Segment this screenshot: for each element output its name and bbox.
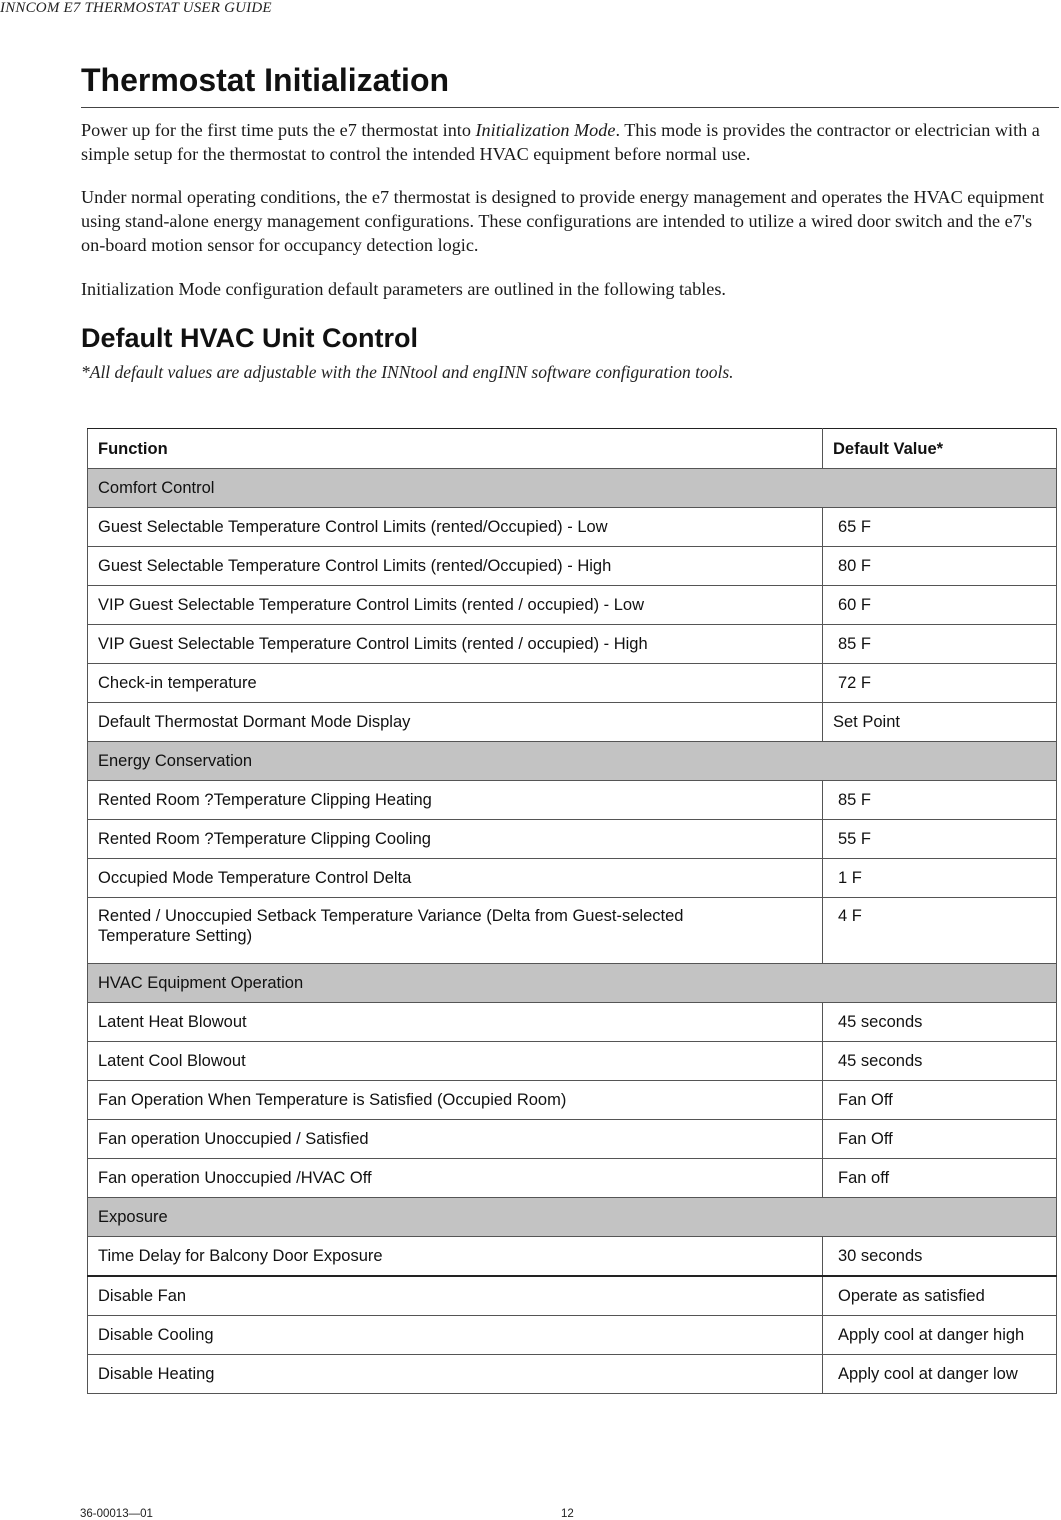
function-cell: VIP Guest Selectable Temperature Control Limits (rented / occupied) - Low xyxy=(88,586,823,625)
value-cell: Apply cool at danger high xyxy=(823,1316,1057,1355)
page-number: 12 xyxy=(561,1508,574,1520)
intro-paragraph xyxy=(81,118,1059,166)
group-label: HVAC Equipment Operation xyxy=(88,964,1057,1003)
function-cell: Disable Cooling xyxy=(88,1316,823,1355)
value-cell: 1 F xyxy=(823,859,1057,898)
group-row xyxy=(88,469,1057,508)
table-row xyxy=(88,1355,1057,1394)
function-cell: Guest Selectable Temperature Control Limits (rented/Occupied) - Low xyxy=(88,508,823,547)
function-cell: Fan operation Unoccupied /HVAC Off xyxy=(88,1159,823,1198)
table-row xyxy=(88,781,1057,820)
section-title: Default HVAC Unit Control xyxy=(81,323,418,353)
function-cell: Rented Room ?Temperature Clipping Cooling xyxy=(88,820,823,859)
value-cell: 65 F xyxy=(823,508,1057,547)
function-cell: Rented / Unoccupied Setback Temperature Variance (Delta from Guest-selected Temperature Setting) xyxy=(88,898,823,964)
table-row xyxy=(88,859,1057,898)
function-cell: Latent Heat Blowout xyxy=(88,1003,823,1042)
table-row xyxy=(88,1081,1057,1120)
value-cell: 80 F xyxy=(823,547,1057,586)
table-row xyxy=(88,1120,1057,1159)
default-values-table xyxy=(87,428,1057,1394)
value-cell: Fan off xyxy=(823,1159,1057,1198)
default-value-column-header: Default Value* xyxy=(823,429,1057,469)
value-cell: Fan Off xyxy=(823,1081,1057,1120)
function-cell: Rented Room ?Temperature Clipping Heating xyxy=(88,781,823,820)
value-cell: 60 F xyxy=(823,586,1057,625)
function-column-header: Function xyxy=(88,429,823,469)
initialization-mode-term: Initialization Mode xyxy=(475,120,616,140)
main-content xyxy=(81,60,1059,384)
value-cell: Apply cool at danger low xyxy=(823,1355,1057,1394)
table-row xyxy=(88,547,1057,586)
table-row xyxy=(88,1042,1057,1081)
running-header: INNCOM E7 THERMOSTAT USER GUIDE xyxy=(0,0,272,16)
table-row xyxy=(88,508,1057,547)
defaults-paragraph: Initialization Mode configuration default parameters are outlined in the following tables. xyxy=(81,279,726,299)
adjustable-note: *All default values are adjustable with the INNtool and engINN software configuration tools. xyxy=(81,362,734,382)
value-cell: Set Point xyxy=(823,703,1057,742)
value-cell: 72 F xyxy=(823,664,1057,703)
table-row xyxy=(88,1237,1057,1277)
operating-conditions-paragraph: Under normal operating conditions, the e7 thermostat is designed to provide energy management and operates the HVAC equipment using stand-alone energy management configurations. These configurations are intended to utilize a wired door switch and the e7's on-board motion sensor for occupancy detection logic. xyxy=(81,187,1045,255)
table-row xyxy=(88,1159,1057,1198)
intro-text-start: Power up for the first time puts the e7 thermostat into xyxy=(81,120,476,140)
value-cell: 45 seconds xyxy=(823,1042,1057,1081)
table-row xyxy=(88,625,1057,664)
value-cell: Fan Off xyxy=(823,1120,1057,1159)
table-row xyxy=(88,586,1057,625)
function-cell: Default Thermostat Dormant Mode Display xyxy=(88,703,823,742)
table-row xyxy=(88,820,1057,859)
intro-text-end: . This mode is provides the contractor or electrician with a simple setup for the thermostat to control the intended HVAC equipment before normal use. xyxy=(81,120,1040,164)
group-row xyxy=(88,964,1057,1003)
table-header-row xyxy=(88,429,1057,469)
group-label: Comfort Control xyxy=(88,469,1057,508)
table-row xyxy=(88,1276,1057,1316)
function-cell: Guest Selectable Temperature Control Limits (rented/Occupied) - High xyxy=(88,547,823,586)
value-cell: 30 seconds xyxy=(823,1237,1057,1277)
value-cell: 45 seconds xyxy=(823,1003,1057,1042)
function-cell: Time Delay for Balcony Door Exposure xyxy=(88,1237,823,1277)
document-number: 36-00013—01 xyxy=(80,1508,153,1520)
table-row xyxy=(88,898,1057,964)
group-label: Energy Conservation xyxy=(88,742,1057,781)
group-row xyxy=(88,1198,1057,1237)
function-cell: Disable Fan xyxy=(88,1276,823,1316)
value-cell: 85 F xyxy=(823,625,1057,664)
function-cell: Fan Operation When Temperature is Satisfied (Occupied Room) xyxy=(88,1081,823,1120)
function-cell: Occupied Mode Temperature Control Delta xyxy=(88,859,823,898)
group-label: Exposure xyxy=(88,1198,1057,1237)
page-title: Thermostat Initialization xyxy=(81,60,1059,108)
function-cell: Disable Heating xyxy=(88,1355,823,1394)
group-row xyxy=(88,742,1057,781)
value-cell: 4 F xyxy=(823,898,1057,964)
value-cell: 55 F xyxy=(823,820,1057,859)
table-row xyxy=(88,1003,1057,1042)
function-cell: Latent Cool Blowout xyxy=(88,1042,823,1081)
value-cell: Operate as satisfied xyxy=(823,1276,1057,1316)
table-row xyxy=(88,1316,1057,1355)
table-row xyxy=(88,664,1057,703)
function-cell: VIP Guest Selectable Temperature Control Limits (rented / occupied) - High xyxy=(88,625,823,664)
table-row xyxy=(88,703,1057,742)
function-cell: Fan operation Unoccupied / Satisfied xyxy=(88,1120,823,1159)
value-cell: 85 F xyxy=(823,781,1057,820)
function-cell: Check-in temperature xyxy=(88,664,823,703)
